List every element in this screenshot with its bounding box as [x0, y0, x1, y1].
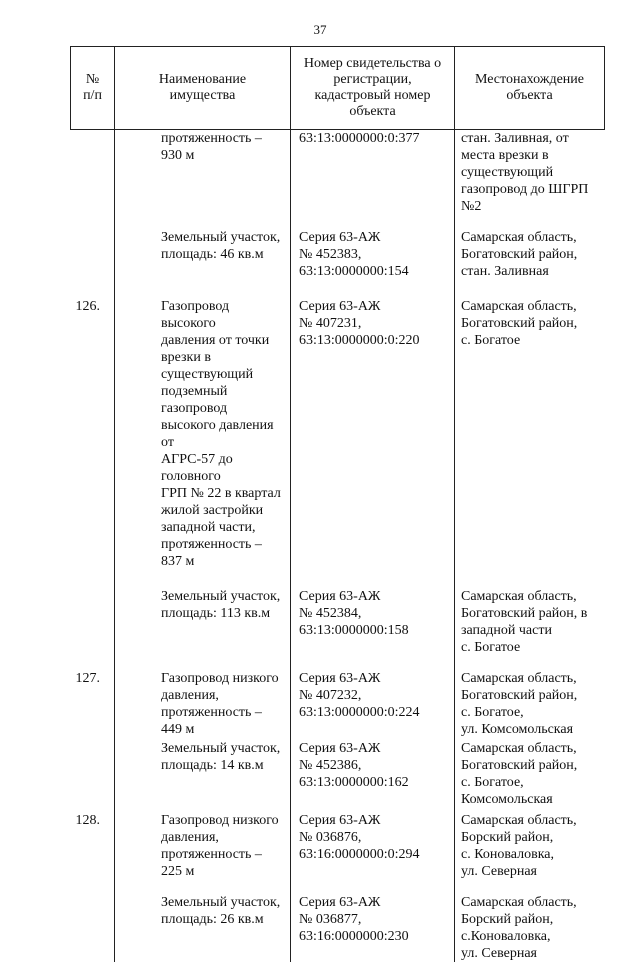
- registration-number-text: Серия 63-АЖ № 407232, 63:13:0000000:0:224: [299, 670, 450, 721]
- property-name-text: Земельный участок, площадь: 14 кв.м: [161, 740, 286, 774]
- property-table: [70, 46, 605, 962]
- row-number-text: 126.: [71, 298, 101, 315]
- property-name-text: Газопровод низкого давления, протяженность – 225 м: [161, 812, 286, 880]
- registration-number-text: Серия 63-АЖ № 036877, 63:16:0000000:230: [299, 894, 450, 945]
- row-number: [71, 656, 115, 738]
- property-name-text: Земельный участок, площадь: 113 кв.м: [161, 588, 286, 622]
- registration-number: [291, 280, 455, 570]
- location: [455, 738, 605, 808]
- location-text: Самарская область, Борский район, с.Коноваловка, ул. Северная: [461, 894, 601, 962]
- registration-number-text: 63:13:0000000:0:377: [299, 130, 450, 147]
- location: [455, 280, 605, 570]
- table-row: [71, 570, 605, 656]
- table-row: [71, 130, 605, 216]
- location: [455, 656, 605, 738]
- location: [455, 130, 605, 216]
- row-number: [71, 738, 115, 808]
- property-name: [115, 130, 291, 216]
- property-name-text: протяженность – 930 м: [161, 130, 286, 164]
- property-name: [115, 808, 291, 880]
- table-row: [71, 215, 605, 280]
- row-number: [71, 280, 115, 570]
- location-text: стан. Заливная, от места врезки в существующий газопровод до ШГРП №2: [461, 130, 601, 215]
- location-text: Самарская область, Богатовский район, с. Богатое, ул. Комсомольская: [461, 670, 601, 738]
- header-location: Местонахождение объекта: [455, 47, 605, 130]
- table-body: [71, 130, 605, 962]
- row-number: [71, 130, 115, 216]
- property-name: [115, 280, 291, 570]
- property-name: [115, 215, 291, 280]
- location: [455, 215, 605, 280]
- registration-number-text: Серия 63-АЖ № 036876, 63:16:0000000:0:294: [299, 812, 450, 863]
- row-number: [71, 570, 115, 656]
- header-registration-number: Номер свидетельства о регистрации, кадастровый номер объекта: [291, 47, 455, 130]
- property-name: [115, 880, 291, 962]
- registration-number-text: Серия 63-АЖ № 452383, 63:13:0000000:154: [299, 229, 450, 280]
- location: [455, 570, 605, 656]
- location-text: Самарская область, Богатовский район, стан. Заливная: [461, 229, 601, 280]
- registration-number: [291, 130, 455, 216]
- row-number: [71, 808, 115, 880]
- registration-number: [291, 880, 455, 962]
- location-text: Самарская область, Богатовский район, с. Богатое: [461, 298, 601, 349]
- property-name: [115, 570, 291, 656]
- page-number: 37: [0, 22, 640, 38]
- table-row: [71, 738, 605, 808]
- property-name-text: Газопровод низкого давления, протяженность – 449 м: [161, 670, 286, 738]
- registration-number: [291, 656, 455, 738]
- table-header-row: [71, 47, 605, 130]
- row-number-text: 127.: [71, 670, 101, 687]
- table-row: [71, 880, 605, 962]
- location-text: Самарская область, Богатовский район, с. Богатое, Комсомольская: [461, 740, 601, 808]
- location: [455, 808, 605, 880]
- property-name: [115, 656, 291, 738]
- location: [455, 880, 605, 962]
- location-text: Самарская область, Богатовский район, в западной части с. Богатое: [461, 588, 601, 656]
- row-number-text: 128.: [71, 812, 101, 829]
- registration-number: [291, 738, 455, 808]
- table-row: [71, 280, 605, 570]
- registration-number: [291, 808, 455, 880]
- registration-number-text: Серия 63-АЖ № 452384, 63:13:0000000:158: [299, 588, 450, 639]
- table-row: [71, 808, 605, 880]
- registration-number-text: Серия 63-АЖ № 407231, 63:13:0000000:0:220: [299, 298, 450, 349]
- row-number: [71, 215, 115, 280]
- row-number: [71, 880, 115, 962]
- property-name: [115, 738, 291, 808]
- property-name-text: Земельный участок, площадь: 46 кв.м: [161, 229, 286, 263]
- table-row: [71, 656, 605, 738]
- registration-number: [291, 215, 455, 280]
- property-name-text: Земельный участок, площадь: 26 кв.м: [161, 894, 286, 928]
- header-property-name: Наименование имущества: [115, 47, 291, 130]
- registration-number-text: Серия 63-АЖ № 452386, 63:13:0000000:162: [299, 740, 450, 791]
- header-number: № п/п: [71, 47, 115, 130]
- location-text: Самарская область, Борский район, с. Коноваловка, ул. Северная: [461, 812, 601, 880]
- property-name-text: Газопровод высокого давления от точки врезки в существующий подземный газопровод высокого давления от АГРС-57 до головного ГРП № 22 в квартал жилой застройки западной части, протяженность – 837 м: [161, 298, 286, 570]
- registration-number: [291, 570, 455, 656]
